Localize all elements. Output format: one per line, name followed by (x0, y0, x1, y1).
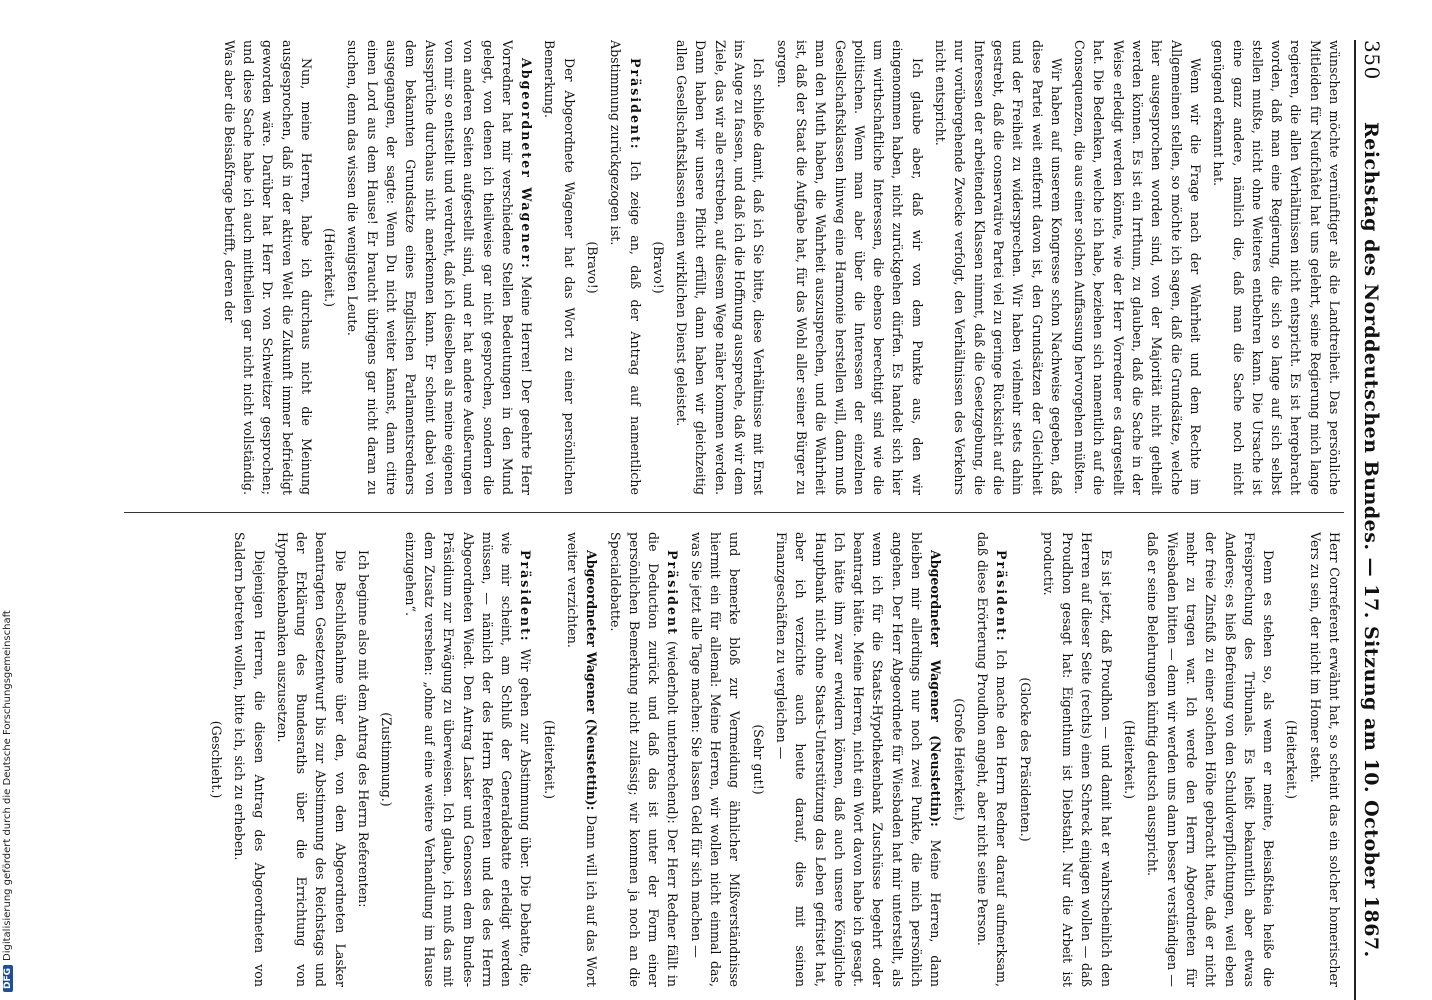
speech-paragraph (343, 40, 536, 495)
paragraph: Ich schließe damit, daß ich Sie bitte, diese Verhältnisse mit Ernst ins Auge zu fassen, und daß ich die Hoffnung ausspreche, daß wir dem Ziele, das wir alle erstreben, auf diesem Wege näher kommen werden. Dann haben wir unsere Pflicht erfüllt, dann haben wir gleichzeitig allen Gesellschaftsklassen einen wirklichen Dienst geleistet. (674, 40, 767, 495)
paragraph: Ich beginne also mit dem Antrag des Herrn Referenten: (356, 550, 372, 908)
speech-paragraph (973, 532, 1012, 987)
page-number: 350 (1360, 40, 1384, 80)
speech-text: Ich mache den Herrn Redner darauf aufmerksam, daß diese Erörterung Proudhon angeht, aber nicht seine Person. (974, 532, 1010, 987)
speaker-label: Präsident: (994, 550, 1010, 643)
paragraph: Es ist jetzt, daß Proudhon — und damit hat er wahrscheinlich den Herren auf dieser Seite (rechts) einen Schreck einjagen wollen — daß Proudhon gesagt hat: Eigenthum ist Diebstahl. Nur die Arbeit ist productiv. (1040, 532, 1114, 987)
speech-text: Meine Herren! Der geehrte Herr Vorredner hat mir verschiedene Stellen Bedeutungen in den Mund gelegt, von denen ich theilweise gar nicht gesprochen, sondern die von anderen Seiten aufgestellt sind, und er hat andere Aeußerungen von mir so entstellt und verdreht, daß ich dieselben als meine eigenen Aussprüche durchaus nicht anerkennen kann. Er scheint dabei von dem bekannten Grundsatze eines Englischen Parlamentsredners ausgegangen, der sagte: Wenn Du nicht weiter kannst, dann citire einen Lord aus dem Hause! Er braucht übrigens gar nicht daran zu suchen, denn das wissen die wenigsten Leute. (345, 40, 535, 495)
interjection: (Bravo!) (650, 241, 666, 294)
interjection: (Heiterkeit.) (541, 720, 557, 799)
interjection: (Heiterkeit.) (1122, 720, 1138, 799)
digitization-text: Digitalisierung gefördert durch die Deutsche Forschungsgemeinschaft (2, 610, 13, 961)
digitization-credit (2, 610, 13, 992)
paragraph: Wenn wir die Frage nach der Wahrheit und dem Rechte im Allgemeinen stellen, so möchte ich sagen, daß die Grundsätze, welche hier ausgesprochen worden sind, von der Majorität nicht getheilt werden können. Es ist ein Irrthum, zu glauben, daß die Sache in der Weise erledigt werden könnte, wie der Herr Vorredner es dargestellt hat. Die Bedenken, welche ich habe, beziehen sich namentlich auf die Consequenzen, die aus einer solchen Auffassung hervorgehen müßten. (1072, 40, 1203, 495)
dfg-logo: DFG (3, 965, 13, 992)
speech-text: Ich zeige an, daß der Antrag auf namentliche Abstimmung zurückgezogen ist. (608, 40, 643, 495)
paragraph: Der Abgeordnete Wagener hat das Wort zu einer persönlichen Bemerkung. (542, 40, 577, 495)
interjection: (Heiterkeit.) (1284, 720, 1300, 799)
speech-paragraph (563, 532, 602, 987)
page-header (1354, 40, 1390, 1000)
paragraph: wünschen möchte vernünftiger als die Landtreiheit. Das persönliche Mitleiden für Neufchâtel hat uns gelehrt, seine Regierung mich lange regieren, die allen Verhältnissen nicht entspricht. Es ist hergebracht worden, daß man eine Regierung, die sich so lange auf sich selbst stellen mußte, nicht ohne Weiteres entbehren kann. Die Ursache ist eine ganz andere, nämlich die, daß man die Sache noch nicht genügend erkannt hat. (1211, 40, 1342, 495)
paragraph: Denn es stehen so, als wenn er meinte, Beisaßtheia heiße die Freisprechung des Tribunals. Es heißt bekanntlich aber etwas Anderes; es hieß Befreiung von den Schuldverpflichtungen, weil eben der freie Zinsfuß zu einer solchen Höhe gebracht hatte, daß er nicht mehr zu tragen war. Ich werde den Herrn Abgeordneten für Wiesbaden bitten — denn wir werden uns dann besser verständigen — daß er seine Belehrungen künftig deutsch ausspricht. (1145, 532, 1277, 987)
speech-paragraph (606, 40, 645, 495)
speaker-label: Präsident: (627, 58, 643, 151)
speech-text: (wiederholt unterbrechend): Der Herr Redner fällt in die Deduction zurück und daß das ist unter der Form einer persönlichen Bemerkung nicht zulässig; wir kommen ja noch an die Specialdebatte. (607, 532, 681, 987)
speech-paragraph (400, 532, 535, 987)
speech-paragraph (772, 532, 946, 987)
document-page (90, 40, 1390, 1000)
interjection: (Glocke des Präsidenten.) (1017, 677, 1033, 842)
speech-text: Wir gehen zur Abstimmung über. Die Debatte, die, wie mir scheint, am Schluß der Generaldebatte erledigt werden müssen, — nämlich der des Herrn Referenten und des des Herrn Abgeordneten Wiedt. Den Antrag Lasker und Genossen dem Bundes-Präsidium zur Erwägung zu überweisen. Ich glaube, ich muß das mit dem Zusatz versehen: „ohne auf eine weitere Verhandlung im Hause einzugehen“. (402, 532, 534, 987)
right-column (124, 532, 1344, 987)
left-column (124, 40, 1344, 495)
paragraph: Herr Correferent erwähnt hat, so scheint das ein solcher homerischer Vers zu sein, der nicht im Homer steht. (1307, 532, 1342, 987)
paragraph: Ich glaube aber, daß wir von dem Punkte aus, den wir eingenommen haben, nicht zurückgehen dürfen. Es handelt sich hier um wirthschaftliche Interessen, die ebenso berechtigt sind wie die politischen. Wenn man aber über die Interessen der einzelnen Gesellschaftsklassen hinweg eine Harmonie herstellen will, dann muß man den Muth haben, die Wahrheit auszusprechen, und die Wahrheit ist, daß der Staat die Aufgabe hat, für das Wohl aller seiner Bürger zu sorgen. (774, 40, 925, 495)
speaker-label: Abgeordneter Wagener (Neustettin): (584, 550, 600, 811)
paragraph: Diejenigen Herren, die diesen Antrag des Abgeordneten von Saldern betreten wollen, bitte ich, sich zu erheben. (232, 532, 267, 987)
paragraph: Nun, meine Herren, habe ich durchaus nicht die Meinung ausgesprochen, daß in der aktiven Welt die Zukunft immer befriedigt geworden wäre. Darüber hat Herr Dr. von Schweitzer gesprochen; und diese Sache habe ich auch mittheilen gar nicht nicht vollständig. Was aber die Beisaßfrage betrifft, deren der (221, 40, 314, 495)
speech-text: Dann will ich auf das Wort weiter verzichten. (565, 532, 600, 987)
speech-text: Meine Herren, dann bleiben mir allerdings nur noch zwei Punkte, die mich persönlich angehen. Der Herr Abgeordnete für Wiesbaden hat mir unterstellt, als wenn ich für die Staats-Hypothekenbank Zuschüsse begehrt oder beantragt hätte. Meine Herren, nicht ein Wort davon habe ich gesagt. Ich hätte ihm zwar erwidern können, daß auch unsere Königliche Hauptbank nicht ohne Staats-Unterstützung das Leben gefristet hat, aber ich verzichte auch heute darauf, dies mit seinen Finanzgeschäften zu vergleichen — (773, 532, 944, 987)
motion-text: Die Beschlußnahme über den, von dem Abgeordneten Lasker beantragten Gesetzentwurf bis zur Abstimmung des Reichstags und der Erklärung des Bundesraths über die Errichtung von Hypothekenbanken auszusetzen. (274, 532, 348, 987)
interjection: (Große Heiterkeit.) (951, 698, 967, 821)
interjection: (Zustimmung.) (379, 712, 395, 807)
paragraph: Wir haben auf unserem Kongresse schon Nachweise gegeben, daß diese Partei weit entfernt davon ist, den Grundsätzen der Gleichheit und der Freiheit zu widersprechen. Wir haben vielmehr stets dahin gestrebt, daß die conservative Partei viel zu geringe Rücksicht auf die Interessen der arbeitenden Klassen nimmt, daß die Gesetzgebung, die nur vorübergehende Zwecke verfolgt, den Verhältnissen des Verkehrs nicht entspricht. (933, 40, 1064, 495)
column-divider (124, 512, 1344, 513)
paragraph: und bemerke bloß zur Vermeidung ähnlicher Mißverständnisse hiermit ein für allemal: Meine Herren, wir wollen nicht einmal das, was Sie jetzt alle Tage machen: Sie lassen Geld für sich machen — (688, 532, 743, 987)
speaker-label: Abgeordneter Wagener: (519, 58, 535, 270)
interjection: (Bravo!) (585, 241, 601, 294)
page-title: Reichstag des Norddeutschen Bundes. — 17. Sitzung am 10. October 1867. (1360, 121, 1382, 958)
speaker-label: Präsident: (518, 550, 534, 643)
interjection: (Sehr gut!) (750, 724, 766, 795)
speaker-label: Abgeordneter Wagener (Neustettin): (928, 550, 944, 827)
speaker-label: Präsident (665, 550, 681, 636)
interjection: (Geschieht.) (208, 720, 224, 799)
speech-paragraph (605, 532, 682, 987)
interjection: (Heiterkeit.) (322, 228, 338, 307)
